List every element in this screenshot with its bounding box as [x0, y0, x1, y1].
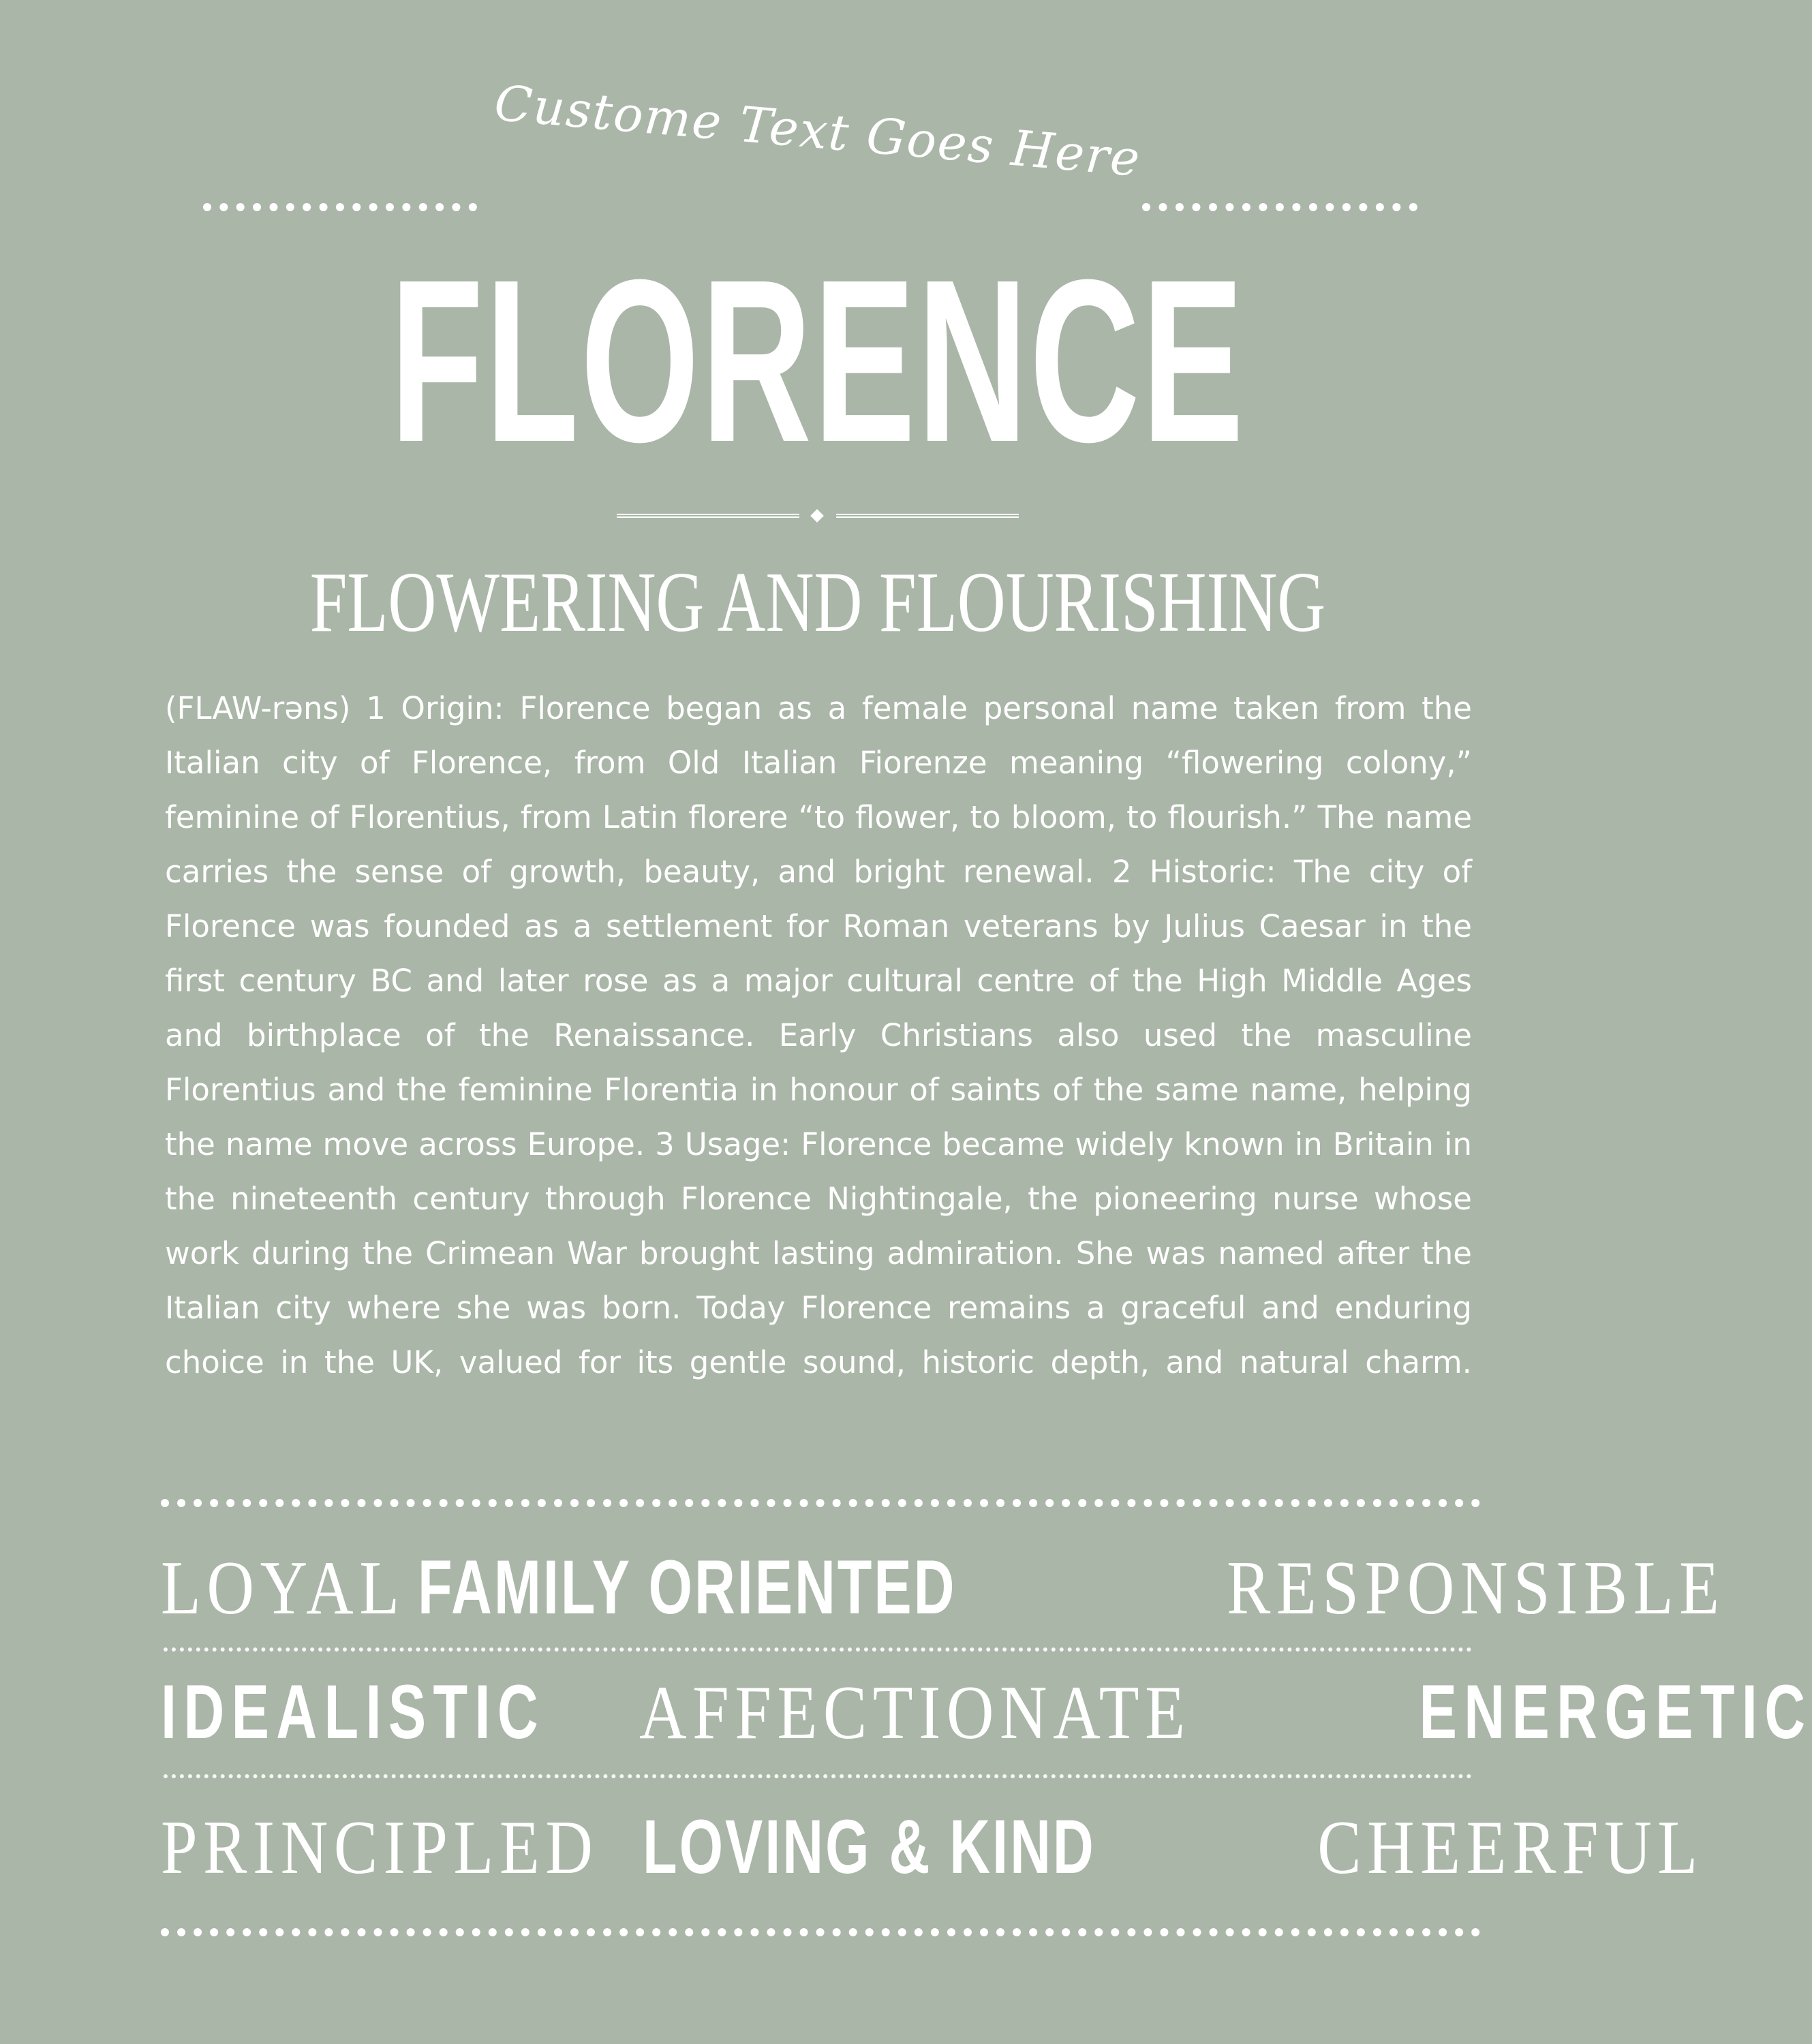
- traits-top-dotted-rule: [161, 1499, 1480, 1507]
- name-description: (FLAW-rəns) 1 Origin: Florence began as a female personal name taken from the Italian city of Florence, from Old Italian Fiorenze meaning “flowering colony,” feminine of Florentius, from Latin florere “to flower, to bloom, to flourish.” The name carries the sense of growth, beauty, and bright renewal. 2 Historic: The city of Florence was founded as a settlement for Roman veterans by Julius Caesar in the first century BC and later rose as a major cultural centre of the High Middle Ages and birthplace of the Renaissance. Early Christians also used the masculine Florentius and the feminine Florentia in honour of saints of the same name, helping the name move across Europe. 3 Usage: Florence became widely known in Britain in the nineteenth century through Florence Nightingale, the pioneering nurse whose work during the Crimean War brought lasting admiration. She was named after the Italian city where she was born. Today Florence remains a graceful and enduring choice in the UK, valued for its gentle sound, historic depth, and natural charm.: [165, 690, 1472, 1380]
- top-left-dotted-rule: [203, 203, 477, 211]
- trait-energetic: ENERGETIC: [1419, 1669, 1812, 1754]
- trait-responsible: RESPONSIBLE: [1227, 1546, 1725, 1630]
- trait-affectionate: AFFECTIONATE: [639, 1671, 1191, 1755]
- traits-row-3: [161, 1803, 1704, 1891]
- trait-loving-and-kind: LOVING & KIND: [643, 1804, 1096, 1889]
- custom-text: Custome Text Goes Here: [492, 74, 1143, 188]
- traits-row-1: [161, 1543, 1725, 1632]
- bottom-dotted-rule: [161, 1928, 1480, 1936]
- top-right-dotted-rule: [1142, 203, 1417, 211]
- trait-principled: PRINCIPLED: [161, 1806, 599, 1890]
- traits-row-2: [161, 1668, 1812, 1756]
- name-meaning: FLOWERING AND FLOURISHING: [309, 555, 1326, 650]
- trait-family-oriented: FAMILY ORIENTED: [418, 1545, 957, 1630]
- name-title: FLORENCE: [390, 232, 1246, 491]
- trait-idealistic: IDEALISTIC: [161, 1669, 546, 1754]
- traits-divider-1: [164, 1647, 1472, 1652]
- traits-divider-2: [164, 1774, 1472, 1778]
- title-divider-ornament: [617, 512, 1019, 529]
- trait-loyal: LOYAL: [161, 1546, 405, 1630]
- trait-cheerful: CHEERFUL: [1317, 1806, 1704, 1890]
